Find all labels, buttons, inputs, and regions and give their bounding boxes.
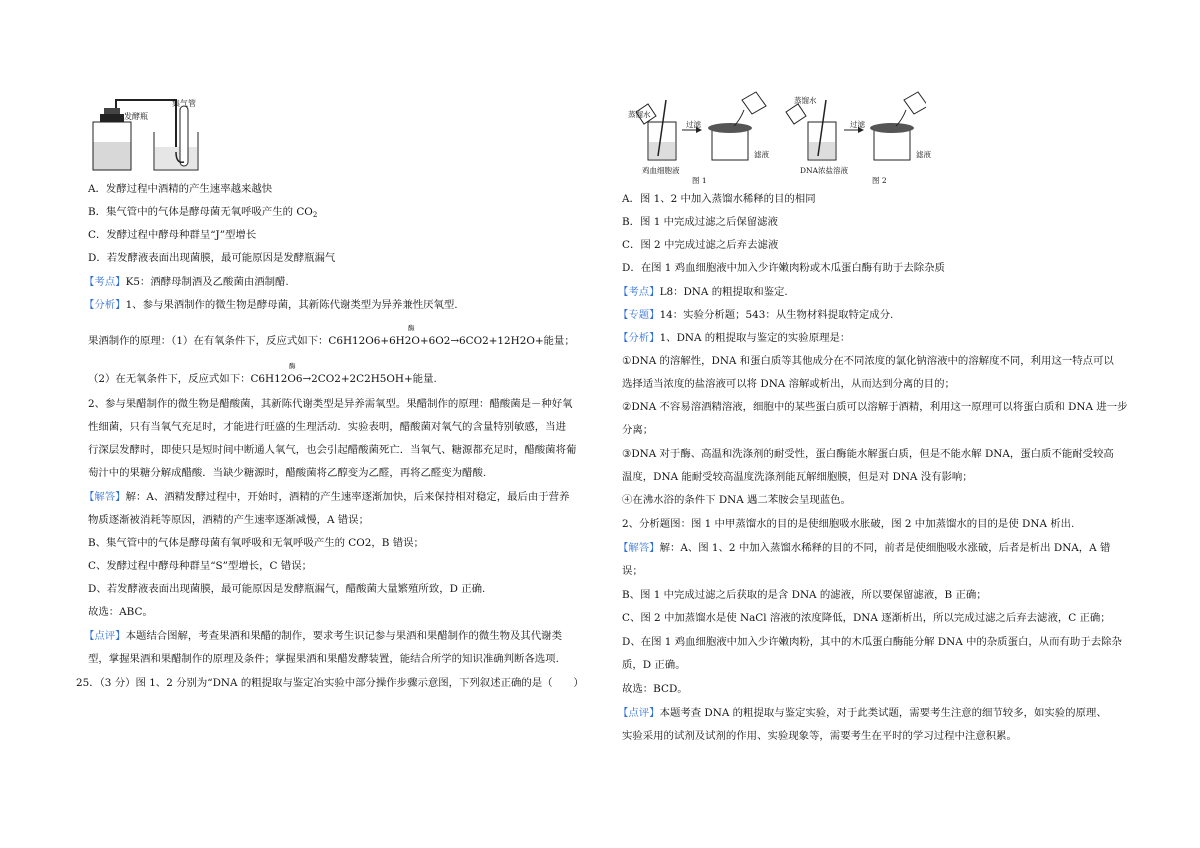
kaodian-tag: 【考点】 <box>618 286 660 298</box>
fenxi-line-4: ②DNA 不容易溶酒精溶液，细胞中的某些蛋白质可以溶解于酒精，利用这一原理可以将蛋白质和 DNA 进一步 <box>622 401 1128 413</box>
fenxi-line-7: 萄汁中的果糖分解成醋酸．当缺少糖源时，醋酸菌将乙醇变为乙醛，再将乙醛变为醋酸. <box>88 467 487 479</box>
option-a: A．发酵过程中酒精的产生速率越来越快 <box>88 183 273 195</box>
jieda-line-1: 【解答】解：A、酒精发酵过程中，开始时，酒精的产生速率逐渐加快，后来保持相对稳定，最后由于营养 <box>84 491 570 503</box>
jieda-line-1: 【解答】解：A、图 1、2 中加入蒸馏水稀释的目的不同，前者是使细胞吸水涨破，后者是析出 DNA，A 错 <box>618 542 1111 554</box>
fenxi-line-7: 温度，DNA 能耐受较高温度洗涤剂能瓦解细胞膜，但是对 DNA 没有影响； <box>622 471 973 483</box>
option-d: D．若发酵液表面出现菌膜，最可能原因是发酵瓶漏气 <box>88 252 336 264</box>
zhuanti: 【专题】14：实验分析题；543：从生物材料提取特定成分. <box>618 309 894 321</box>
figure-label-fermentation-bottle: 发酵瓶 <box>124 112 148 121</box>
fig2-label-dna: DNA浓盐溶液 <box>800 166 848 175</box>
fenxi-line-6: ③DNA 对于酶、高温和洗涤剂的耐受性，蛋白酶能水解蛋白质，但是不能水解 DNA，蛋白质不能耐受较高 <box>622 448 1114 460</box>
jieda-tag: 【解答】 <box>84 491 126 503</box>
jieda-line-3: B、图 1 中完成过滤之后获取的是含 DNA 的滤液，所以要保留滤液，B 正确； <box>622 589 987 601</box>
jieda-line-4: C、图 2 中加蒸馏水是使 NaCl 溶液的浓度降低，DNA 逐渐析出，所以完成过滤之后弃去滤液，C 正确； <box>622 612 1111 624</box>
fenxi-line-6: 行深层发酵时，即使只是短时间中断通人氧气，也会引起醋酸菌死亡．当氧气、糖源都充足时，醋酸菌将葡 <box>88 444 577 456</box>
fig1-label-water: 蒸馏水 <box>628 110 651 119</box>
answer-choice: 故选：BCD。 <box>622 683 688 695</box>
fenxi-line-2: 果酒制作的原理：（1）在有氧条件下，反应式如下：C6H12O6+6H2O+6O2→6CO2+12H2O+能量； <box>88 335 575 347</box>
option-c: C．图 2 中完成过滤之后弃去滤液 <box>622 239 779 251</box>
option-a: A．图 1、2 中加入蒸馏水稀释的目的相同 <box>622 193 816 205</box>
option-b: B．图 1 中完成过滤之后保留滤液 <box>622 216 778 228</box>
fig2-caption: 图 2 <box>872 176 887 185</box>
fenxi-line-9: 2、分析题图：图 1 中甲蒸馏水的目的是使细胞吸水胀破，图 2 中加蒸馏水的目的是使 DNA 析出. <box>622 518 1075 530</box>
figure-label-gas-tube: 集气管 <box>172 99 196 108</box>
jieda-line-5: D、若发酵液表面出现菌膜，最可能原因是发酵瓶漏气，醋酸菌大量繁殖所致，D 正确. <box>88 583 486 595</box>
dianping-tag: 【点评】 <box>618 707 660 719</box>
fig1-caption: 图 1 <box>692 176 707 185</box>
fenxi-tag: 【分析】 <box>618 332 660 344</box>
enzyme-mark-2: 酶 <box>289 362 296 370</box>
option-d: D．在图 1 鸡血细胞液中加入少许嫩肉粉或木瓜蛋白酶有助于去除杂质 <box>622 262 945 274</box>
fig2-label-filtrate: 滤液 <box>916 150 931 159</box>
fenxi-tag: 【分析】 <box>84 299 126 311</box>
enzyme-mark-1: 酶 <box>408 324 415 332</box>
fenxi-line-5: 分离； <box>622 424 654 436</box>
dianping-line-2: 实验采用的试剂及试剂的作用、实验现象等，需要考生在平时的学习过程中注意积累。 <box>622 730 1017 742</box>
kaodian: 【考点】L8：DNA 的粗提取和鉴定. <box>618 286 788 298</box>
jieda-line-2: 误； <box>622 565 643 577</box>
jieda-line-3: B、集气管中的气体是酵母菌有氧呼吸和无氧呼吸产生的 CO2，B 错误； <box>88 537 424 549</box>
dianping-line-1: 【点评】本题考查 DNA 的粗提取与鉴定实验，对于此类试题，需要考生注意的细节较多，如实验的原理、 <box>618 707 1107 719</box>
kaodian-tag: 【考点】 <box>84 276 126 288</box>
fenxi-line-2: ①DNA 的溶解性，DNA 和蛋白质等其他成分在不同浓度的氯化钠溶液中的溶解度不同，利用这一特点可以 <box>622 355 1114 367</box>
dianping-line-2: 型，掌握果酒和果醋制作的原理及条件；掌握果酒和果醋发酵装置，能结合所学的知识准确判断各选项. <box>88 653 559 665</box>
fenxi-line-3: 选择适当浓度的盐溶液可以将 DNA 溶解或析出，从而达到分离的目的； <box>622 378 955 390</box>
dianping-line-1: 【点评】本题结合图解，考查果酒和果醋的制作，要求考生识记参与果酒和果醋制作的微生物及其代谢类 <box>84 630 562 642</box>
fenxi-line-8: ④在沸水浴的条件下 DNA 遇二苯胺会呈现蓝色。 <box>622 494 851 506</box>
fenxi-line-5: 性细菌，只有当氧气充足时，才能进行旺盛的生理活动．实验表明，醋酸菌对氧气的含量特别敏感，当进 <box>88 421 566 433</box>
fenxi-line-1: 【分析】1、DNA 的粗提取与鉴定的实验原理是： <box>618 332 851 344</box>
fig1-label-cells: 鸡血细胞液 <box>642 166 680 175</box>
question-25: 25．（3 分）图 1、2 分别为“DNA 的粗提取与鉴定冶实验中部分操作步骤示意图，下列叙述正确的是（ ） <box>76 677 584 689</box>
fig2-label-filter: 过滤 <box>850 120 865 129</box>
fig1-label-filtrate: 滤液 <box>754 150 769 159</box>
fenxi-line-3: （2）在无氧条件下，反应式如下：C6H12O6→2CO2+2C2H5OH+能量. <box>88 373 437 385</box>
fig2-label-water: 蒸馏水 <box>794 96 817 105</box>
answer-choice: 故选：ABC。 <box>88 606 153 618</box>
jieda-line-6: 质，D 正确。 <box>622 659 686 671</box>
option-c: C．发酵过程中酵母种群呈“J”型增长 <box>88 229 257 241</box>
fenxi-line-4: 2、参与果醋制作的微生物是醋酸菌，其新陈代谢类型是异养需氧型。果醋制作的原理：醋酸菌是－种好氧 <box>88 398 573 410</box>
option-b: B．集气管中的气体是酵母菌无氧呼吸产生的 $CO_2$ <box>88 206 318 219</box>
jieda-line-2: 物质逐渐被消耗等原因，酒精的产生速率逐渐减慢，A 错误； <box>88 514 369 526</box>
jieda-line-4: C、发酵过程中酵母种群呈“S”型增长，C 错误； <box>88 560 312 572</box>
jieda-line-5: D、在图 1 鸡血细胞液中加入少许嫩肉粉，其中的木瓜蛋白酶能分解 DNA 中的杂质蛋白，从而有助于去除杂 <box>622 636 1122 648</box>
jieda-tag: 【解答】 <box>618 542 660 554</box>
fig1-label-filter: 过滤 <box>686 120 701 129</box>
dianping-tag: 【点评】 <box>84 630 126 642</box>
fenxi-line-1: 【分析】1、参与果酒制作的微生物是酵母菌，其新陈代谢类型为异养兼性厌氧型. <box>84 299 458 311</box>
kaodian: 【考点】K5：酒酵母制酒及乙酸菌由酒制醋. <box>84 276 289 288</box>
zhuanti-tag: 【专题】 <box>618 309 660 321</box>
